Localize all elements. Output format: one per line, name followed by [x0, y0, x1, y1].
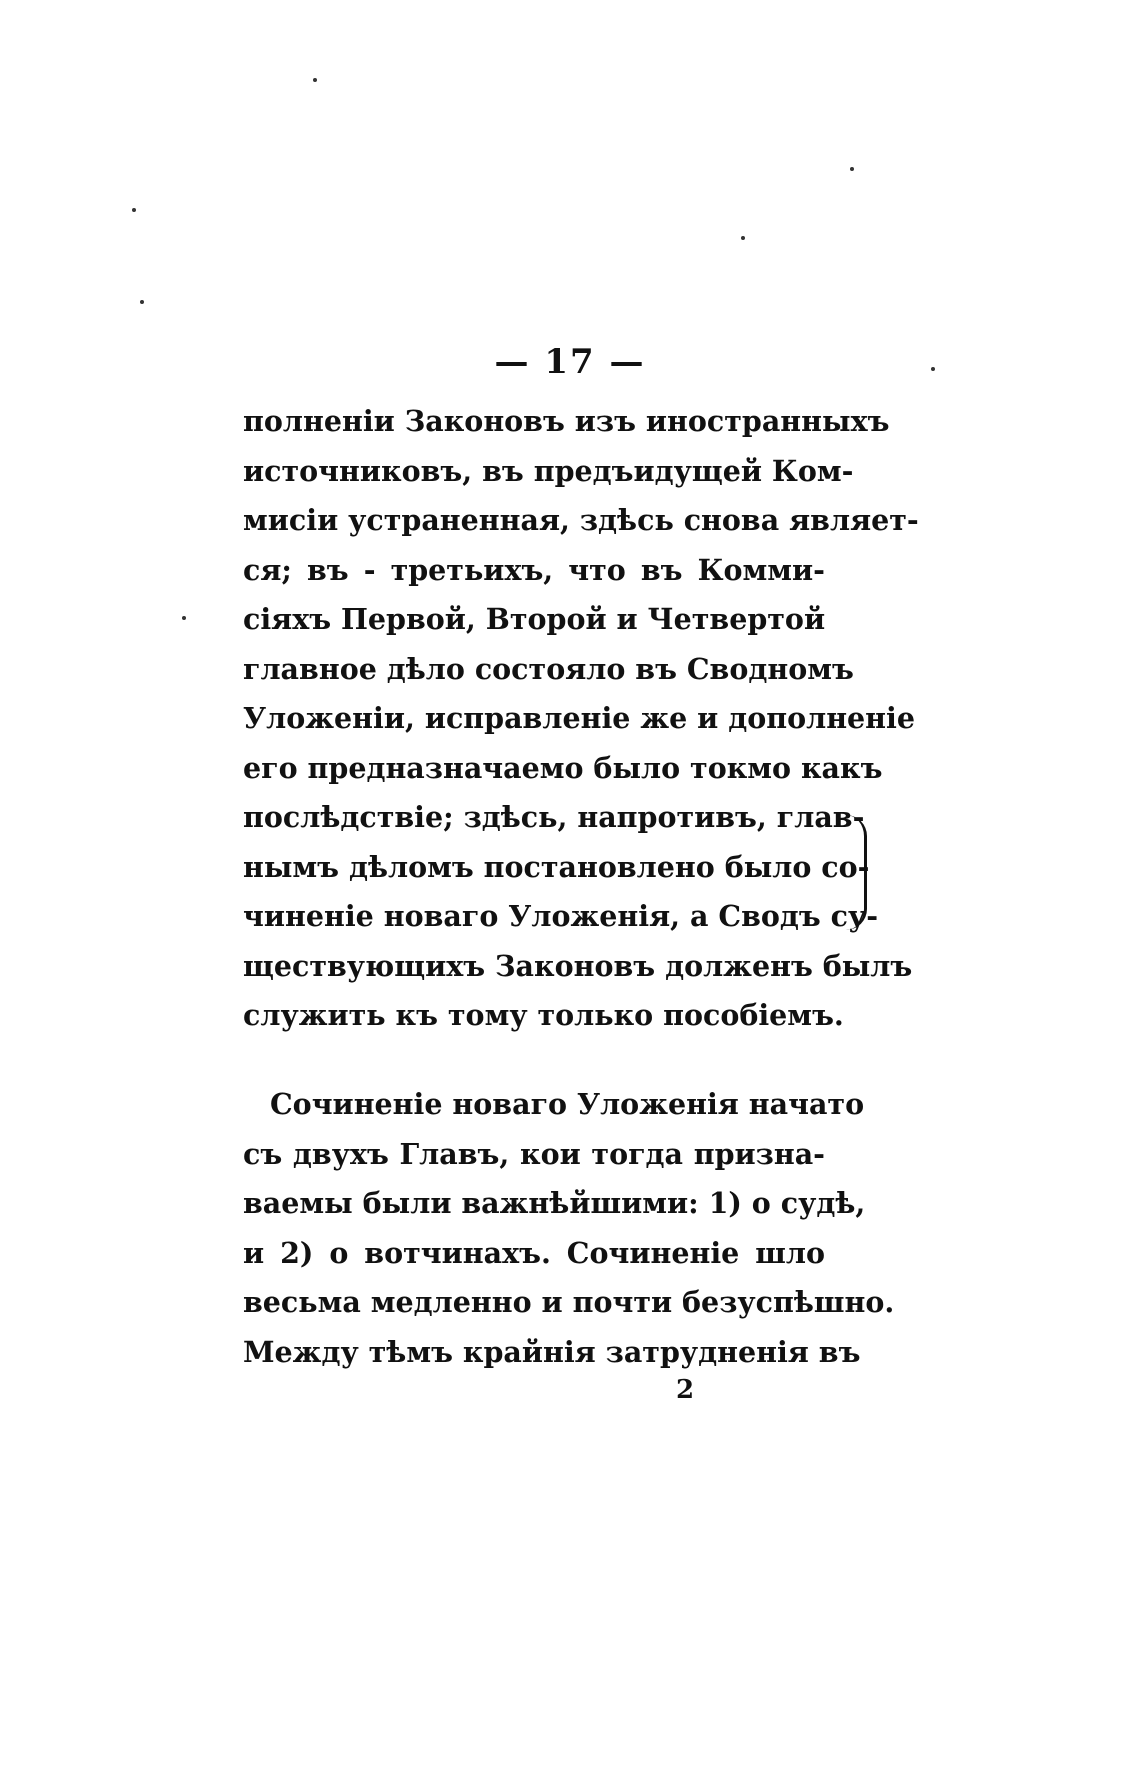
- text-line: чиненіе новаго Уложенія, а Сводъ су-: [243, 899, 879, 933]
- scan-speck: [741, 236, 745, 240]
- text-line: Сочиненіе новаго Уложенія начато: [270, 1087, 865, 1121]
- scan-speck: [850, 167, 854, 171]
- scan-speck: [182, 616, 186, 620]
- text-line: ществующихъ Законовъ долженъ былъ: [243, 948, 913, 983]
- text-line: и 2) о вотчинахъ. Сочиненіе шло: [243, 1235, 825, 1270]
- scan-speck: [140, 300, 144, 304]
- text-line: полненіи Законовъ изъ иностранныхъ: [243, 404, 890, 438]
- text-line: Между тѣмъ крайнія затрудненія въ: [243, 1334, 861, 1369]
- margin-bracket-mark: [846, 815, 867, 930]
- scan-speck: [313, 78, 317, 82]
- text-line: весьма медленно и почти безуспѣшно.: [243, 1285, 895, 1319]
- text-line: служить къ тому только пособіемъ.: [243, 998, 844, 1032]
- text-line: его предназначаемо было токмо какъ: [243, 750, 883, 785]
- text-line: источниковъ, въ предъидущей Ком-: [243, 453, 854, 488]
- text-line: сіяхъ Первой, Второй и Четвертой: [243, 602, 826, 636]
- page-number: — 17 —: [494, 342, 646, 382]
- text-line: ся; въ - третьихъ, что въ Комми-: [243, 552, 825, 587]
- text-line: Уложеніи, исправленіе же и дополненіе: [243, 701, 916, 735]
- scan-speck: [931, 367, 935, 371]
- scan-speck: [132, 208, 136, 212]
- paragraph-2: [243, 1080, 895, 1377]
- text-line: главное дѣло состояло въ Сводномъ: [243, 651, 854, 686]
- text-line: послѣдствіе; здѣсь, напротивъ, глав-: [243, 800, 865, 834]
- text-line: мисіи устраненная, здѣсь снова являет-: [243, 503, 919, 537]
- text-line: нымъ дѣломъ постановлено было со-: [243, 849, 870, 884]
- signature-mark: 2: [675, 1375, 695, 1405]
- text-line: ваемы были важнѣйшими: 1) о судѣ,: [243, 1186, 866, 1220]
- paragraph-1: [243, 397, 919, 1041]
- text-line: съ двухъ Главъ, кои тогда призна-: [243, 1136, 825, 1171]
